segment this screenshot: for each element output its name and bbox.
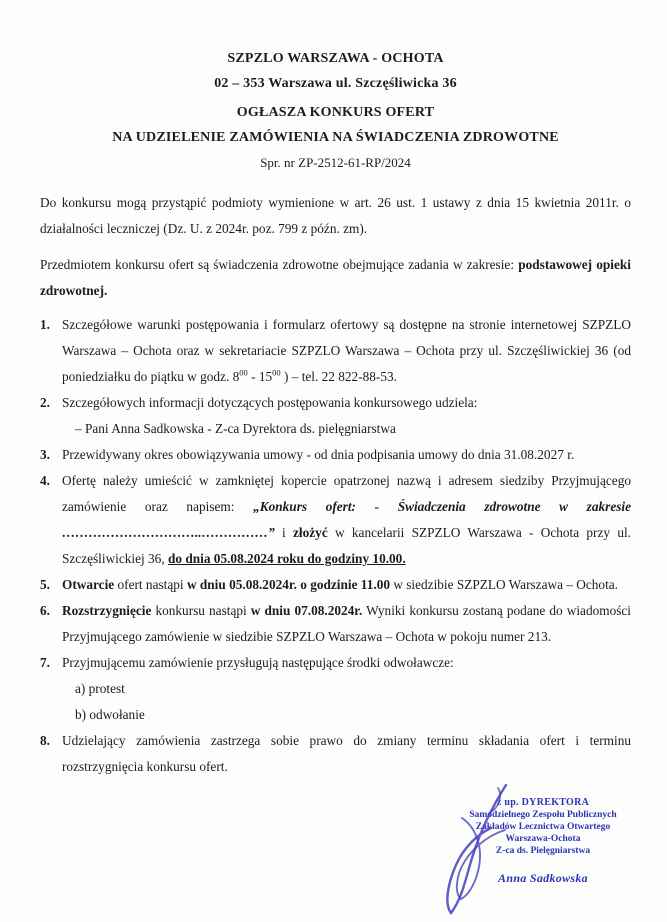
stamp-org-line-3: Warszawa-Ochota (505, 834, 581, 844)
document-content (40, 46, 631, 780)
remedy-option-b: b) odwołanie (75, 707, 145, 722)
list-item-7 (40, 650, 631, 728)
envelope-label-quote: „Konkurs ofert: - Świadczenia zdrowotne w zakresie …………………………..……………” (62, 499, 631, 540)
list-item-7-text: Przyjmującemu zamówienie przysługują następujące środki odwoławcze: (62, 655, 454, 670)
list-item-4 (40, 468, 631, 572)
list-item-1 (40, 312, 631, 390)
subject-paragraph (40, 252, 631, 304)
remedy-option-a: a) protest (75, 681, 125, 696)
announcement-line-2: NA UDZIELENIE ZAMÓWIENIA NA ŚWIADCZENIA ZDROWOTNE (112, 130, 559, 145)
opening-datetime-bold: w dniu 05.08.2024r. o godzinie 11.00 (186, 577, 390, 592)
list-item-8-text: Udzielający zamówienia zastrzega sobie prawo do zmiany terminu składania ofert i terminu rozstrzygnięcia konkursu ofert. (62, 733, 631, 774)
list-item-4-location: w kancelarii SZPZLO Warszawa - Ochota przy ul. Szczęśliwickiej 36, (62, 525, 631, 566)
list-item-8-number: 8. (40, 733, 50, 748)
submit-word-bold: złożyć (293, 525, 328, 540)
list-item-6-text: konkursu nastąpi (151, 603, 251, 618)
hours-superscript-close: 00 (272, 367, 281, 378)
list-item-5-location: w siedzibie SZPZLO Warszawa – Ochota. (390, 577, 618, 592)
stamp-org-line-2: Zakładów Lecznictwa Otwartego (475, 822, 611, 832)
list-item-2-contact-person: – Pani Anna Sadkowska - Z-ca Dyrektora ds. pielęgniarstwa (75, 421, 396, 436)
resolution-date-bold: w dniu 07.08.2024r. (250, 603, 363, 618)
subject-scope-bold: podstawowej opieki zdrowotnej. (40, 257, 631, 298)
list-item-4-number: 4. (40, 473, 50, 488)
list-item-7-number: 7. (40, 655, 50, 670)
subject-text: Przedmiotem konkursu ofert są świadczenia zdrowotne obejmujące zadania w zakresie: (40, 257, 519, 272)
org-address: 02 – 353 Warszawa ul. Szczęśliwicka 36 (214, 76, 457, 91)
stamp-position-line: Z-ca ds. Pielęgniarstwa (495, 846, 591, 856)
stamp-signatory-name: Anna Sadkowska (498, 871, 588, 885)
list-item-2-text: Szczegółowych informacji dotyczących postępowania konkursowego udziela: (62, 395, 478, 410)
case-number: Spr. nr ZP-2512-61-RP/2024 (260, 155, 411, 170)
stamp-title-line: z up. DYREKTORA (496, 797, 590, 808)
stamp-org-line-1: Samodzielnego Zespołu Publicznych (469, 810, 617, 820)
announcement-line-1: OGŁASZA KONKURS OFERT (236, 105, 435, 120)
list-item-5 (40, 572, 631, 598)
resolution-word-bold: Rozstrzygnięcie (62, 603, 152, 618)
list-item-3-number: 3. (40, 447, 50, 462)
list-item-5-number: 5. (40, 577, 50, 592)
list-item-6 (40, 598, 631, 650)
official-stamp (436, 797, 650, 886)
list-item-5-text: ofert nastąpi (114, 577, 187, 592)
list-item-2 (40, 390, 631, 442)
conditions-list (40, 312, 631, 780)
list-item-3 (40, 442, 631, 468)
opening-word-bold: Otwarcie (62, 577, 115, 592)
list-item-1-number: 1. (40, 317, 50, 332)
list-item-3-text: Przewidywany okres obowiązywania umowy - od dnia podpisania umowy do dnia 31.08.2027 r. (62, 447, 575, 462)
list-item-4-conj: i (274, 525, 294, 540)
list-item-6-details: Wyniki konkursu zostaną podane do wiadomości Przyjmującego zamówienie w siedzibie SZPZLO Warszawa – Ochota w pokoju numer 213. (62, 603, 632, 644)
intro-paragraph: Do konkursu mogą przystąpić podmioty wymienione w art. 26 ust. 1 ustawy z dnia 15 kwietnia 2011r. o działalności leczniczej (Dz. U. z 2024r. poz. 799 z późn. zm). (40, 195, 631, 236)
list-item-2-number: 2. (40, 395, 50, 410)
list-item-1-hours-mid: - 15 (247, 369, 273, 384)
submission-deadline: do dnia 05.08.2024 roku do godziny 10.00. (167, 551, 406, 566)
hours-superscript-open: 00 (239, 367, 248, 378)
list-item-1-text: Szczegółowe warunki postępowania i formularz ofertowy są dostępne na stronie internetowej SZPZLO Warszawa – Ochota oraz w sekretariacie SZPZLO Warszawa – Ochota przy ul. Szczęśliwickiej 36 (od poniedziałku do piątku w godz. 8 (62, 317, 631, 384)
org-name: SZPZLO WARSZAWA - OCHOTA (227, 51, 444, 66)
list-item-1-phone: ) – tel. 22 822-88-53. (280, 369, 397, 384)
list-item-4-text: Ofertę należy umieścić w zamkniętej kopercie opatrzonej nazwą i adresem siedziby Przyjmującego zamówienie oraz napisem: (62, 473, 631, 514)
list-item-6-number: 6. (40, 603, 50, 618)
list-item-8 (40, 728, 631, 780)
